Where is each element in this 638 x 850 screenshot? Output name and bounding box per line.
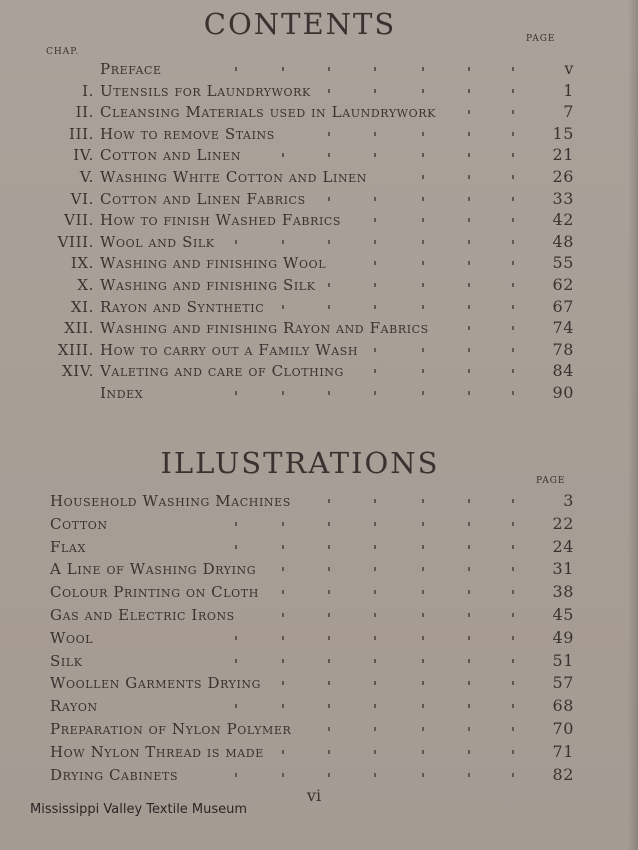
leader-dot [422, 132, 424, 136]
leader-dot [512, 89, 514, 93]
leader-dot [422, 305, 424, 309]
leader-dot [235, 391, 237, 395]
leader-dot [374, 704, 376, 708]
leader-dot [512, 326, 514, 330]
chapter-number: I. [82, 81, 94, 100]
illustrations-page-label: PAGE [536, 476, 566, 486]
chapter-page: 21 [552, 145, 574, 165]
page-edge-shadow [628, 0, 638, 850]
leader-dots [0, 695, 600, 717]
leader-dot [422, 261, 424, 265]
chapter-number: XI. [70, 297, 94, 316]
leader-dot [282, 704, 284, 708]
contents-page-label: PAGE [526, 34, 556, 44]
leader-dot [468, 197, 470, 201]
leader-dot [422, 773, 424, 777]
leader-dot [282, 153, 284, 157]
leader-dot [468, 175, 470, 179]
leader-dot [468, 499, 470, 503]
chapter-title: How to carry out a Family Wash [100, 340, 359, 359]
leader-dot [422, 89, 424, 93]
leader-dot [512, 369, 514, 373]
leader-dot [328, 567, 330, 571]
chapter-title: Cotton and Linen [100, 146, 242, 165]
leader-dots [0, 231, 600, 253]
leader-dot [328, 522, 330, 526]
contents-entry [0, 317, 600, 339]
leader-dot [422, 499, 424, 503]
chapter-title: Index [100, 384, 144, 402]
leader-dot [468, 590, 470, 594]
illustration-entry [0, 581, 600, 603]
illustration-page: 57 [552, 673, 574, 693]
chapter-title: Cotton and Linen Fabrics [100, 189, 306, 208]
leader-dot [512, 727, 514, 731]
illustration-entry [0, 718, 600, 740]
leader-dot [468, 326, 470, 330]
leader-dots [0, 58, 600, 80]
illustration-entry [0, 764, 600, 786]
leader-dots [0, 144, 600, 166]
leader-dot [468, 727, 470, 731]
leader-dot [374, 132, 376, 136]
chapter-title: Valeting and care of Clothing [100, 362, 344, 381]
leader-dot [282, 522, 284, 526]
illustration-page: 22 [552, 513, 574, 533]
chapter-page: 33 [552, 188, 574, 208]
leader-dot [282, 305, 284, 309]
chapter-page: 48 [552, 231, 574, 251]
leader-dot [328, 305, 330, 309]
leader-dot [328, 590, 330, 594]
leader-dot [328, 545, 330, 549]
leader-dot [374, 545, 376, 549]
leader-dot [235, 773, 237, 777]
leader-dot [512, 704, 514, 708]
leader-dot [328, 636, 330, 640]
leader-dot [328, 391, 330, 395]
chapter-page: 7 [563, 102, 574, 122]
leader-dot [468, 613, 470, 617]
illustration-entry [0, 627, 600, 649]
leader-dot [512, 305, 514, 309]
chapter-page: 15 [552, 123, 574, 143]
leader-dots [0, 166, 600, 188]
leader-dot [468, 240, 470, 244]
chapter-title: Washing and finishing Silk [100, 276, 316, 294]
illustration-entry [0, 695, 600, 717]
illustration-entry [0, 490, 600, 512]
leader-dot [374, 240, 376, 244]
leader-dot [374, 89, 376, 93]
leader-dot [422, 704, 424, 708]
contents-heading: CONTENTS [203, 7, 397, 41]
chapter-number: VII. [64, 211, 94, 230]
leader-dot [328, 659, 330, 663]
leader-dot [468, 391, 470, 395]
leader-dot [282, 545, 284, 549]
chapter-number: XIV. [62, 362, 94, 381]
leader-dot [328, 681, 330, 685]
chapter-number: XIII. [57, 340, 94, 359]
leader-dots [0, 536, 600, 558]
chapter-number: II. [75, 103, 94, 122]
leader-dots [0, 317, 600, 339]
contents-entry [0, 123, 600, 145]
chapter-number: VI. [70, 189, 94, 208]
leader-dots [0, 382, 600, 404]
chapter-page: 26 [552, 167, 574, 186]
leader-dot [512, 590, 514, 594]
leader-dot [512, 681, 514, 685]
chapter-number: V. [79, 168, 94, 186]
leader-dot [422, 369, 424, 373]
leader-dot [468, 369, 470, 373]
contents-entry [0, 274, 600, 296]
leader-dot [468, 522, 470, 526]
leader-dot [374, 681, 376, 685]
illustration-title: Household Washing Machines [50, 492, 291, 510]
illustration-page: 71 [552, 741, 574, 761]
leader-dots [0, 718, 600, 740]
leader-dot [374, 348, 376, 352]
leader-dot [468, 132, 470, 136]
leader-dot [374, 305, 376, 309]
illustration-page: 51 [552, 650, 574, 670]
chapter-page: 90 [552, 383, 574, 402]
leader-dot [422, 153, 424, 157]
contents-entry [0, 231, 600, 253]
leader-dots [0, 123, 600, 145]
leader-dot [512, 636, 514, 640]
chapter-page: 67 [552, 296, 574, 316]
leader-dot [422, 545, 424, 549]
chapter-number: VIII. [57, 232, 94, 251]
leader-dot [512, 197, 514, 201]
chapter-title: Washing White Cotton and Linen [100, 168, 368, 186]
leader-dot [512, 218, 514, 222]
leader-dot [468, 545, 470, 549]
leader-dots [0, 581, 600, 603]
leader-dots [0, 741, 600, 763]
leader-dots [0, 274, 600, 296]
leader-dot [512, 522, 514, 526]
leader-dot [328, 773, 330, 777]
leader-dot [282, 659, 284, 663]
leader-dots [0, 490, 600, 512]
leader-dot [235, 522, 237, 526]
illustration-page: 3 [563, 491, 574, 510]
chapter-title: How to remove Stains [100, 124, 275, 143]
leader-dots [0, 209, 600, 231]
leader-dot [512, 773, 514, 777]
leader-dot [328, 132, 330, 136]
illustration-title: A Line of Washing Drying [50, 560, 257, 579]
leader-dots [0, 650, 600, 672]
leader-dot [422, 67, 424, 71]
illustration-title: Woollen Garments Drying [50, 674, 262, 693]
leader-dot [468, 261, 470, 265]
leader-dot [512, 613, 514, 617]
leader-dots [0, 101, 600, 123]
contents-entry [0, 382, 600, 404]
illustration-entry [0, 672, 600, 694]
leader-dot [374, 750, 376, 754]
leader-dot [422, 283, 424, 287]
leader-dot [235, 659, 237, 663]
leader-dot [422, 727, 424, 731]
leader-dot [512, 391, 514, 395]
leader-dot [282, 67, 284, 71]
page-number: vi [306, 786, 322, 805]
illustrations-heading: ILLUSTRATIONS [160, 446, 440, 480]
leader-dot [374, 283, 376, 287]
leader-dot [422, 567, 424, 571]
leader-dot [282, 681, 284, 685]
leader-dot [512, 132, 514, 136]
leader-dot [374, 613, 376, 617]
leader-dot [422, 590, 424, 594]
leader-dot [374, 522, 376, 526]
contents-entry [0, 296, 600, 318]
leader-dot [468, 283, 470, 287]
leader-dot [374, 773, 376, 777]
illustration-entry [0, 741, 600, 763]
leader-dot [235, 240, 237, 244]
leader-dot [512, 283, 514, 287]
leader-dot [282, 750, 284, 754]
leader-dot [422, 522, 424, 526]
leader-dot [328, 613, 330, 617]
illustration-page: 82 [552, 764, 574, 784]
leader-dot [328, 499, 330, 503]
leader-dot [468, 659, 470, 663]
leader-dot [374, 153, 376, 157]
contents-entry [0, 144, 600, 166]
contents-entry [0, 166, 600, 188]
illustration-page: 49 [552, 627, 574, 647]
leader-dot [235, 704, 237, 708]
leader-dot [235, 636, 237, 640]
leader-dot [512, 67, 514, 71]
contents-entry [0, 360, 600, 382]
chapter-page: 55 [552, 253, 574, 273]
chapter-title: Rayon and Synthetic [100, 297, 265, 316]
leader-dots [0, 80, 600, 102]
leader-dots [0, 764, 600, 786]
illustration-entry [0, 558, 600, 580]
leader-dot [512, 750, 514, 754]
leader-dot [374, 391, 376, 395]
leader-dot [422, 659, 424, 663]
leader-dot [512, 348, 514, 352]
chapter-page: 42 [552, 210, 574, 230]
illustration-title: Silk [50, 651, 83, 670]
illustration-title: Cotton [50, 514, 108, 533]
leader-dot [512, 567, 514, 571]
leader-dot [282, 590, 284, 594]
leader-dot [374, 499, 376, 503]
leader-dot [282, 773, 284, 777]
illustration-page: 70 [552, 719, 574, 738]
illustration-title: Flax [50, 537, 86, 556]
chapter-page: v [564, 59, 574, 78]
illustration-title: Wool [50, 628, 94, 647]
illustration-entry [0, 513, 600, 535]
leader-dots [0, 604, 600, 626]
chapter-title: Cleansing Materials used in Laundrywork [100, 103, 436, 122]
leader-dot [374, 218, 376, 222]
leader-dot [512, 659, 514, 663]
leader-dot [328, 89, 330, 93]
leader-dot [282, 567, 284, 571]
leader-dots [0, 558, 600, 580]
leader-dot [422, 348, 424, 352]
illustration-title: Gas and Electric Irons [50, 606, 235, 624]
illustration-page: 68 [552, 696, 574, 716]
leader-dot [374, 67, 376, 71]
chapter-number: IX. [70, 254, 94, 273]
leader-dots [0, 672, 600, 694]
leader-dot [422, 636, 424, 640]
leader-dot [468, 67, 470, 71]
chapter-number: XII. [64, 319, 94, 338]
contents-entry [0, 80, 600, 102]
chapter-number: X. [77, 276, 94, 294]
leader-dot [468, 636, 470, 640]
chapter-number: III. [69, 124, 94, 143]
chapter-page: 78 [552, 339, 574, 359]
leader-dot [374, 567, 376, 571]
leader-dot [374, 197, 376, 201]
chapter-title: Washing and finishing Wool [100, 254, 327, 273]
leader-dot [328, 283, 330, 287]
leader-dot [282, 240, 284, 244]
leader-dot [468, 567, 470, 571]
contents-entry [0, 339, 600, 361]
chapter-title: Washing and finishing Rayon and Fabrics [100, 319, 429, 338]
leader-dots [0, 188, 600, 210]
leader-dot [422, 197, 424, 201]
leader-dot [468, 305, 470, 309]
leader-dots [0, 296, 600, 318]
chapter-title: Utensils for Laundrywork [100, 81, 311, 100]
leader-dots [0, 513, 600, 535]
contents-entry [0, 209, 600, 231]
leader-dot [422, 613, 424, 617]
illustration-entry [0, 536, 600, 558]
contents-entry [0, 101, 600, 123]
leader-dot [468, 348, 470, 352]
leader-dot [512, 240, 514, 244]
leader-dot [374, 659, 376, 663]
leader-dot [422, 681, 424, 685]
leader-dot [374, 590, 376, 594]
leader-dot [468, 218, 470, 222]
leader-dot [422, 750, 424, 754]
chapter-number: IV. [73, 146, 94, 165]
leader-dot [468, 153, 470, 157]
illustration-entry [0, 604, 600, 626]
leader-dot [374, 636, 376, 640]
illustration-page: 38 [552, 582, 574, 602]
chapter-page: 1 [563, 80, 574, 100]
leader-dots [0, 360, 600, 382]
contents-entry [0, 188, 600, 210]
leader-dot [422, 391, 424, 395]
illustration-entry [0, 650, 600, 672]
illustration-page: 31 [552, 559, 574, 579]
contents-entry [0, 252, 600, 274]
chapter-title: Preface [100, 60, 162, 78]
leader-dot [374, 369, 376, 373]
leader-dot [468, 89, 470, 93]
leader-dots [0, 627, 600, 649]
leader-dot [512, 499, 514, 503]
leader-dot [512, 110, 514, 114]
chapter-page: 62 [552, 275, 574, 294]
leader-dot [282, 613, 284, 617]
leader-dot [328, 67, 330, 71]
leader-dot [282, 391, 284, 395]
leader-dot [512, 153, 514, 157]
leader-dot [328, 727, 330, 731]
illustration-title: Drying Cabinets [50, 765, 179, 784]
leader-dot [512, 261, 514, 265]
leader-dot [512, 545, 514, 549]
leader-dot [422, 240, 424, 244]
leader-dot [512, 175, 514, 179]
leader-dot [328, 240, 330, 244]
leader-dot [422, 175, 424, 179]
illustration-title: Preparation of Nylon Polymer [50, 720, 292, 738]
illustration-title: How Nylon Thread is made [50, 742, 264, 761]
leader-dots [0, 252, 600, 274]
chapter-page: 74 [552, 318, 574, 338]
leader-dot [468, 750, 470, 754]
leader-dot [468, 681, 470, 685]
leader-dot [328, 153, 330, 157]
leader-dot [422, 218, 424, 222]
leader-dot [468, 704, 470, 708]
leader-dots [0, 339, 600, 361]
leader-dot [328, 704, 330, 708]
leader-dot [328, 750, 330, 754]
leader-dot [282, 636, 284, 640]
leader-dot [468, 773, 470, 777]
illustration-title: Rayon [50, 697, 98, 716]
leader-dot [374, 261, 376, 265]
chapter-page: 84 [552, 361, 574, 381]
leader-dot [374, 727, 376, 731]
leader-dot [235, 545, 237, 549]
illustration-page: 24 [552, 536, 574, 556]
chap-label: CHAP. [46, 47, 80, 57]
contents-entry [0, 58, 600, 80]
leader-dot [235, 67, 237, 71]
illustration-title: Colour Printing on Cloth [50, 583, 259, 602]
illustration-page: 45 [552, 605, 574, 624]
leader-dot [328, 197, 330, 201]
museum-watermark: Mississippi Valley Textile Museum [30, 802, 248, 817]
chapter-title: Wool and Silk [100, 232, 215, 251]
chapter-title: How to finish Washed Fabrics [100, 211, 342, 230]
leader-dot [468, 110, 470, 114]
